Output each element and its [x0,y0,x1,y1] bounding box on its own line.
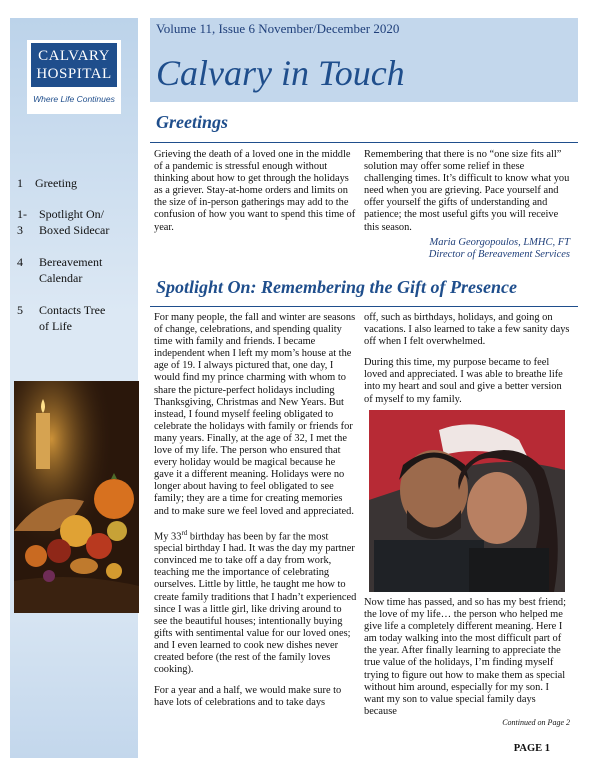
couple-photo [369,410,565,592]
greetings-column-right [364,149,570,243]
spotlight-paragraph: For a year and a half, we would make sure to have lots of celebrations and to take days [154,685,342,709]
logo-line-1: CALVARY [38,48,110,64]
toc-text: Bereavement Calendar [39,255,103,285]
spotlight-rule [150,306,578,307]
greetings-heading: Greetings [156,112,228,132]
harvest-cornucopia-photo [14,381,139,613]
spotlight-heading: Spotlight On: Remembering the Gift of Presence [156,277,517,297]
logo-line-2: HOSPITAL [36,66,112,82]
spotlight-paragraph: off, such as birthdays, holidays, and going on vacations. I also learned to take a few sanity days off when I felt overwhelmed. [364,312,570,348]
logo-tagline: Where Life Continues [33,94,115,104]
page-number: PAGE 1 [513,743,550,754]
spotlight-column-right-top [364,312,570,415]
signature-title: Director of Bereavement Services [428,249,570,260]
paragraph-start: My 33 [154,531,182,543]
greetings-column-left [154,149,357,243]
greetings-rule [150,142,578,143]
hospital-logo [27,40,121,114]
continued-note: Continued on Page 2 [502,718,570,727]
toc-text: Greeting [35,176,77,190]
ordinal-suffix: rd [181,528,188,537]
greetings-text-left: Grieving the death of a loved one in the middle of a pandemic is stressful enough without thinking about how to get through the holidays as a griever. Stay-at-home orders and limits on the size of in-person gatherings may add to the confusion of how you want to spend this time of year. [154,149,356,233]
paragraph-rest: birthday has been by far the most special birthday I had. It was the day my partner convinced me to take off a day from work, teaching me the importance of celebrating ourselves. Little by little, he taught me how to create family traditions that I hadn’t experienced since I was a little girl, like driving around to see the beautiful houses; intentionally buying gifts with sentimental value for our loved ones; and I even learned to cook new dishes never created before (the rest of the family loves cooking). [154,531,357,676]
signature-name: Maria Georgopoulos, LMHC, FT [429,237,570,248]
greetings-text-right: Remembering that there is no “one size fits all” solution may offer some relief in these challenging times. It’s difficult to know what you need when you are grieving. Pace yourself and offer yourself the gifts of understanding and patience; the most useful gifts you will receive this season. [364,149,570,233]
toc-number: 4 [17,255,23,269]
toc-number: 1 [17,176,23,190]
spotlight-paragraph: Now time has passed, and so has my best friend; the love of my life… the person who helped me give life a completely different meaning. Here I am today walking into the most difficult part of the year. After finally learning to appreciate the true value of the holidays, I’m finding myself trying to figure out how to make them as special without him around, especially for my son. I want my son to value special family days because [364,597,567,717]
signature [360,237,570,261]
spotlight-paragraph: For many people, the fall and winter are seasons of change, celebrations, and spending quality time with family and friends. I became independent when I left my mom’s house at the age of 19. I always pictured that, one day, I would find my prince charming with whom to share the picture-perfect holidays including Thanksgiving, Christmas and New Years. But instead, I found myself feeling obligated to celebrate the holidays with family or friends for many years. Finally, at the age of 32, I met the love of my life. The person who ensured that every holiday would be magical because he gave it a different meaning. Holidays were no longer about having to feel obligated to see family; they are a time for creating memories and to make sure we feel loved and appreciated. [154,312,356,517]
spotlight-paragraph [154,527,357,677]
logo-box [31,43,117,87]
toc-number: 1-3 [17,207,27,237]
newsletter-title: Calvary in Touch [156,53,405,93]
toc-number: 5 [17,303,23,317]
spotlight-column-left [154,312,357,718]
toc-text: Contacts Tree of Life [39,303,106,333]
toc-text: Spotlight On/ Boxed Sidecar [39,207,110,237]
issue-info: Volume 11, Issue 6 November/December 2020 [156,21,400,36]
spotlight-paragraph: During this time, my purpose became to feel loved and appreciated. I was able to breathe life into my heart and soul and give a better version of myself to my family. [364,357,563,405]
spotlight-column-right-bottom [364,597,570,727]
